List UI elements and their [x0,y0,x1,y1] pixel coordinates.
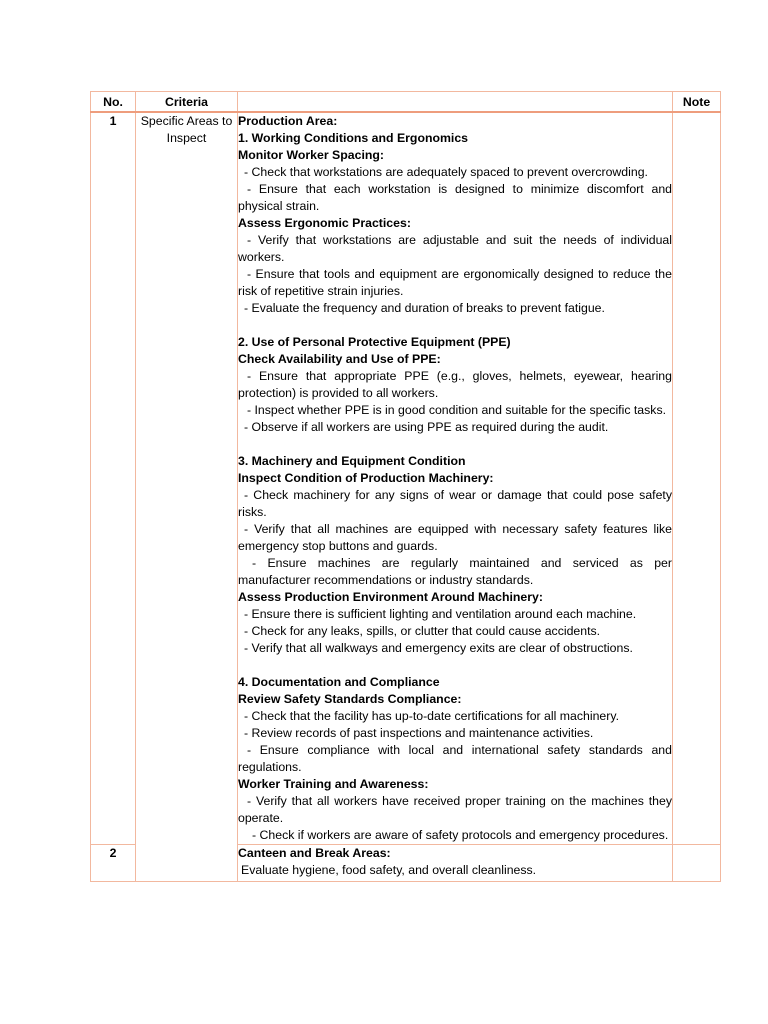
document-page [90,91,720,882]
description-cell [238,845,673,882]
section-title: 1. Working Conditions and Ergonomics [238,131,469,145]
group-heading: Assess Production Environment Around Machinery: [238,590,543,604]
note-cell [673,845,721,882]
audit-checklist-table [90,91,721,882]
section-title: 2. Use of Personal Protective Equipment (PPE) [238,335,511,349]
group-heading: Check Availability and Use of PPE: [238,352,441,366]
checklist-item: - Ensure machines are regularly maintained and serviced as per manufacturer recommendations or industry standards. [238,556,672,587]
header-description [238,92,673,113]
group-heading: Assess Ergonomic Practices: [238,216,411,230]
header-criteria: Criteria [136,92,238,113]
checklist-item: - Ensure that each workstation is designed to minimize discomfort and physical strain. [238,182,672,213]
row-number: 2 [91,845,136,882]
checklist-item: - Verify that all walkways and emergency exits are clear of obstructions. [244,641,633,655]
checklist-item: - Verify that all workers have received proper training on the machines they operate. [238,794,672,825]
row-number: 1 [91,112,136,845]
header-no: No. [91,92,136,113]
note-cell [673,112,721,845]
checklist-item: - Review records of past inspections and maintenance activities. [244,726,594,740]
checklist-item: - Evaluate the frequency and duration of breaks to prevent fatigue. [244,301,605,315]
checklist-item: - Ensure compliance with local and international safety standards and regulations. [238,743,672,774]
checklist-item: Evaluate hygiene, food safety, and overall cleanliness. [241,863,537,877]
header-note: Note [673,92,721,113]
checklist-item: - Ensure that appropriate PPE (e.g., gloves, helmets, eyewear, hearing protection) is provided to all workers. [238,369,672,400]
checklist-item: - Ensure there is sufficient lighting and ventilation around each machine. [244,607,637,621]
checklist-item: - Check that workstations are adequately spaced to prevent overcrowding. [244,165,648,179]
checklist-item: - Inspect whether PPE is in good condition and suitable for the specific tasks. [247,403,667,417]
group-heading: Inspect Condition of Production Machinery: [238,471,494,485]
checklist-item: - Check machinery for any signs of wear or damage that could pose safety risks. [238,488,672,519]
group-heading: Worker Training and Awareness: [238,777,429,791]
description-cell [238,112,673,845]
checklist-item: - Check for any leaks, spills, or clutter that could cause accidents. [244,624,601,638]
criteria-cell: Specific Areas to Inspect [136,112,238,882]
checklist-item: - Ensure that tools and equipment are ergonomically designed to reduce the risk of repetitive strain injuries. [238,267,672,298]
table-header-row [91,92,721,113]
group-heading: Review Safety Standards Compliance: [238,692,462,706]
section-title: 3. Machinery and Equipment Condition [238,454,466,468]
checklist-item: - Observe if all workers are using PPE as required during the audit. [244,420,609,434]
area-title: Canteen and Break Areas: [238,846,391,860]
checklist-item: - Verify that all machines are equipped with necessary safety features like emergency stop buttons and guards. [238,522,672,553]
area-title: Production Area: [238,114,338,128]
checklist-item: - Check if workers are aware of safety protocols and emergency procedures. [252,828,669,842]
spacer [238,657,672,674]
section-title: 4. Documentation and Compliance [238,675,440,689]
checklist-item: - Check that the facility has up-to-date certifications for all machinery. [244,709,619,723]
group-heading: Monitor Worker Spacing: [238,148,384,162]
checklist-item: - Verify that workstations are adjustable and suit the needs of individual workers. [238,233,672,264]
table-row [91,112,721,845]
spacer [238,317,672,334]
spacer [238,436,672,453]
